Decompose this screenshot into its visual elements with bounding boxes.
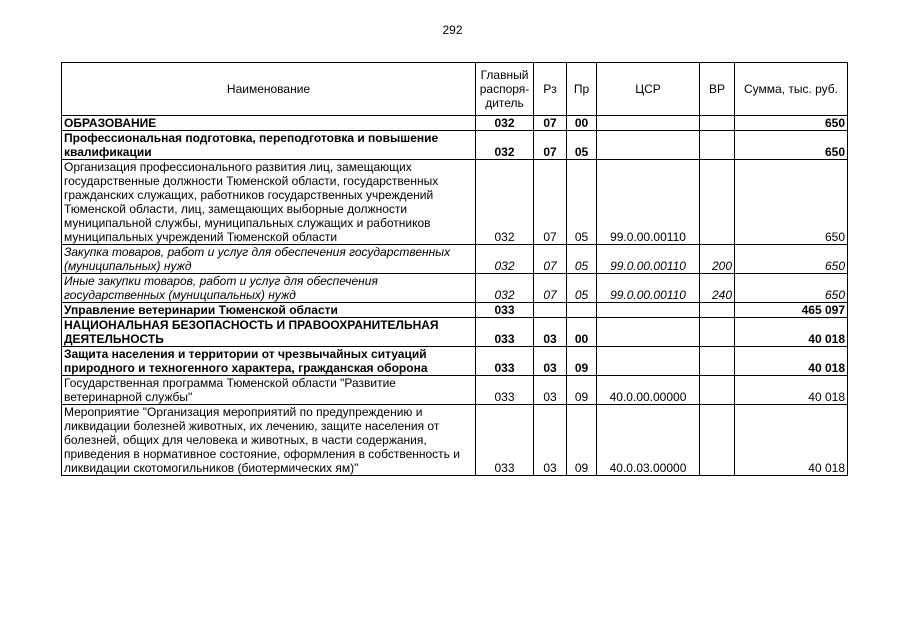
cell-name: Мероприятие "Организация мероприятий по предупреждению и ликвидации болезней животных, их лечению, защите населения от болезней, общих для человека и животных, в части содержания, приведения в нормативное состояние, оформления в собственность и ликвидации скотомогильников (биотермических ям)" [62,405,476,476]
cell-csr: 99.0.00.00110 [597,160,700,245]
cell-pr: 09 [567,347,597,376]
cell-csr [597,116,700,131]
header-row [62,63,848,116]
table-row [62,405,848,476]
cell-csr: 99.0.00.00110 [597,274,700,303]
cell-pr: 00 [567,116,597,131]
cell-glavny: 032 [476,131,534,160]
table-row [62,245,848,274]
cell-pr [567,303,597,318]
cell-rz: 03 [534,405,567,476]
cell-vr: 200 [700,245,735,274]
cell-rz: 07 [534,131,567,160]
cell-sum: 40 018 [735,347,848,376]
cell-glavny: 033 [476,405,534,476]
table-row [62,160,848,245]
cell-pr: 09 [567,376,597,405]
cell-glavny: 032 [476,116,534,131]
cell-glavny: 033 [476,303,534,318]
cell-pr: 09 [567,405,597,476]
cell-sum: 650 [735,131,848,160]
table-row [62,116,848,131]
header-csr: ЦСР [597,63,700,116]
table-row [62,347,848,376]
cell-glavny: 033 [476,318,534,347]
header-sum: Сумма, тыс. руб. [735,63,848,116]
cell-sum: 465 097 [735,303,848,318]
cell-glavny: 032 [476,274,534,303]
cell-vr [700,318,735,347]
cell-rz: 07 [534,245,567,274]
cell-rz: 07 [534,116,567,131]
cell-name: ОБРАЗОВАНИЕ [62,116,476,131]
table-row [62,131,848,160]
header-pr: Пр [567,63,597,116]
cell-name: Организация профессионального развития лиц, замещающих государственные должности Тюменской области, государственных гражданских служащих, работников государственных учреждений Тюменской области, лиц, замещающих выборные должности муниципальной службы, муниципальных служащих и работников муниципальных учреждений Тюменской области [62,160,476,245]
cell-csr [597,318,700,347]
cell-sum: 650 [735,245,848,274]
cell-pr: 05 [567,274,597,303]
cell-sum: 40 018 [735,318,848,347]
cell-glavny: 033 [476,376,534,405]
cell-glavny: 032 [476,245,534,274]
cell-vr [700,116,735,131]
table-row [62,376,848,405]
cell-sum: 650 [735,160,848,245]
cell-name: Иные закупки товаров, работ и услуг для обеспечения государственных (муниципальных) нужд [62,274,476,303]
cell-csr: 40.0.03.00000 [597,405,700,476]
cell-rz: 07 [534,274,567,303]
table-row [62,303,848,318]
cell-pr: 05 [567,245,597,274]
cell-rz: 07 [534,160,567,245]
cell-sum: 40 018 [735,376,848,405]
cell-vr [700,303,735,318]
cell-name: Профессиональная подготовка, переподготовка и повышение квалификации [62,131,476,160]
page-number: 292 [442,23,463,37]
cell-sum: 650 [735,116,848,131]
header-name: Наименование [62,63,476,116]
header-glavny: Главный распоря-дитель [476,63,534,116]
header-rz: Рз [534,63,567,116]
cell-vr [700,347,735,376]
cell-vr [700,405,735,476]
cell-vr [700,131,735,160]
table-row [62,318,848,347]
cell-csr [597,347,700,376]
cell-glavny: 033 [476,347,534,376]
cell-pr: 05 [567,131,597,160]
cell-csr [597,131,700,160]
cell-vr: 240 [700,274,735,303]
cell-csr: 99.0.00.00110 [597,245,700,274]
cell-rz: 03 [534,347,567,376]
cell-name: Защита населения и территории от чрезвычайных ситуаций природного и техногенного характера, гражданская оборона [62,347,476,376]
cell-pr: 05 [567,160,597,245]
cell-name: Управление ветеринарии Тюменской области [62,303,476,318]
cell-sum: 40 018 [735,405,848,476]
cell-pr: 00 [567,318,597,347]
cell-name: Государственная программа Тюменской области "Развитие ветеринарной службы" [62,376,476,405]
table-row [62,274,848,303]
cell-csr [597,303,700,318]
header-vr: ВР [700,63,735,116]
cell-vr [700,160,735,245]
cell-rz: 03 [534,318,567,347]
cell-csr: 40.0.00.00000 [597,376,700,405]
cell-rz [534,303,567,318]
cell-vr [700,376,735,405]
cell-name: Закупка товаров, работ и услуг для обеспечения государственных (муниципальных) нужд [62,245,476,274]
cell-glavny: 032 [476,160,534,245]
cell-name: НАЦИОНАЛЬНАЯ БЕЗОПАСНОСТЬ И ПРАВООХРАНИТЕЛЬНАЯ ДЕЯТЕЛЬНОСТЬ [62,318,476,347]
budget-table [61,62,848,476]
cell-rz: 03 [534,376,567,405]
cell-sum: 650 [735,274,848,303]
